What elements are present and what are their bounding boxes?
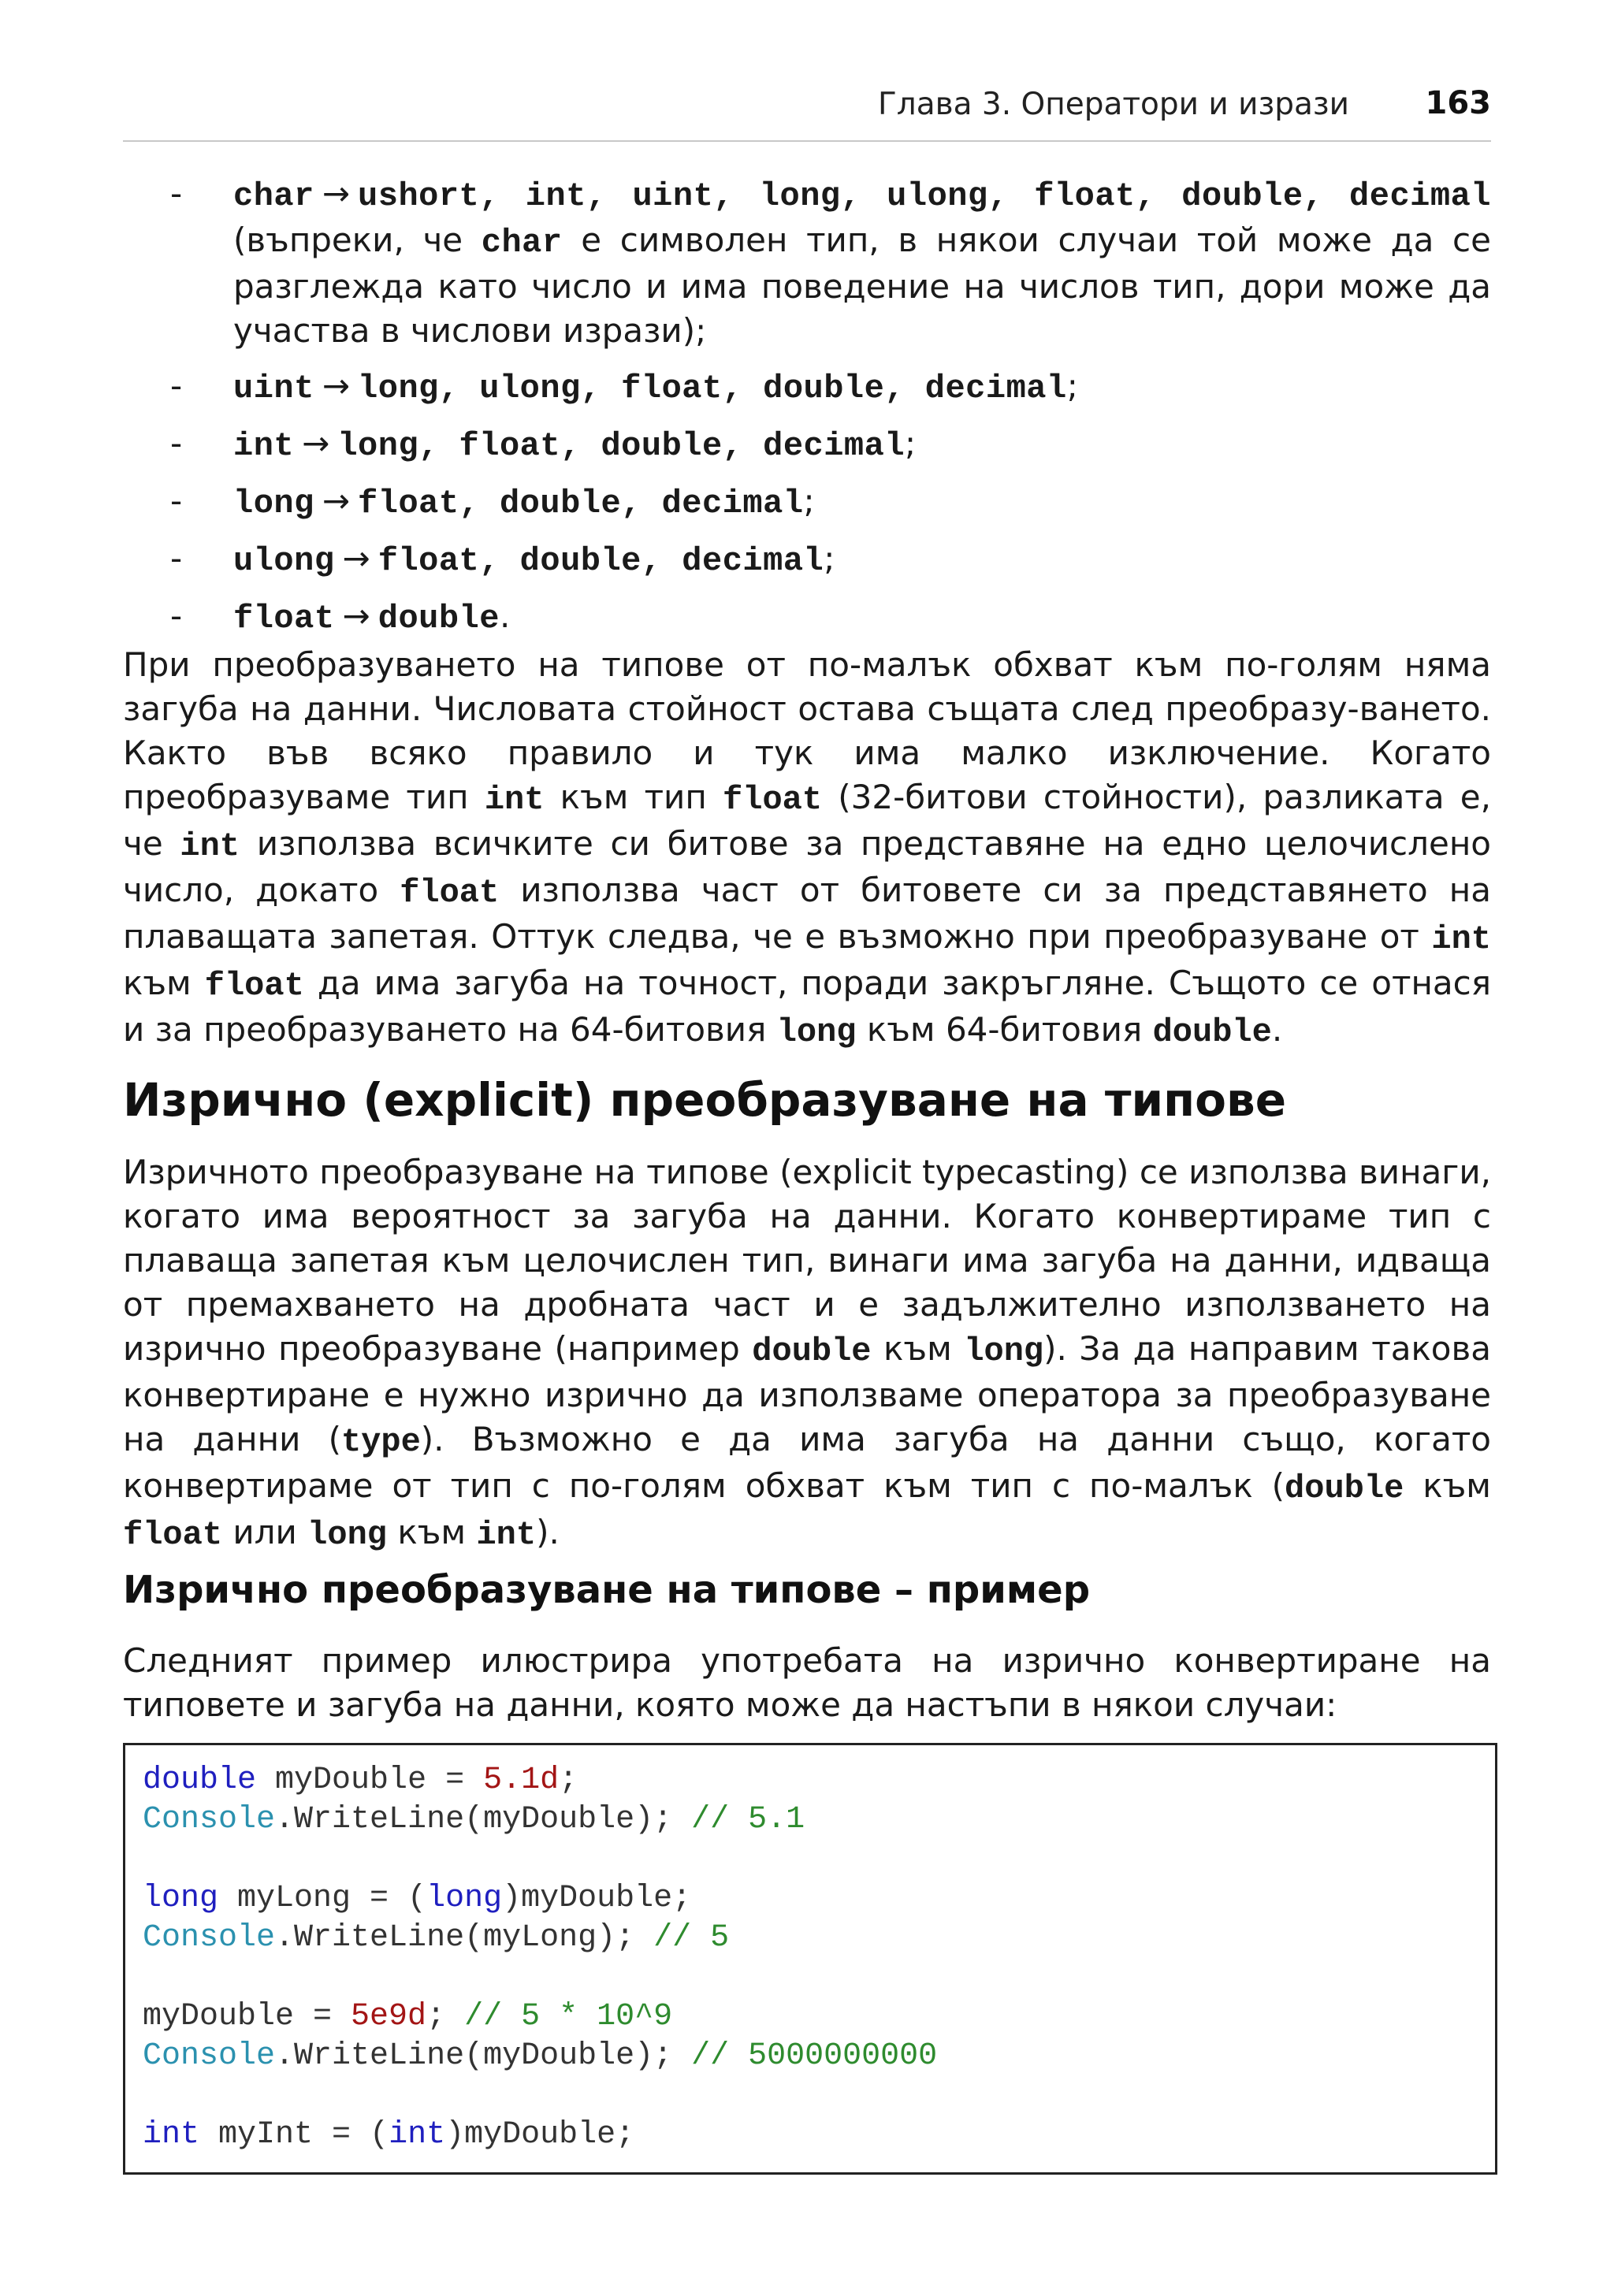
inline-code: float — [204, 967, 304, 1005]
inline-code: double — [752, 1332, 872, 1370]
code-class: Console — [143, 2038, 276, 2074]
text-run: към — [871, 1329, 965, 1368]
inline-code: long — [964, 1332, 1044, 1370]
inline-code: double — [1285, 1469, 1404, 1507]
chapter-title: Глава 3. Оператори и изрази — [878, 87, 1349, 122]
list-dash: - — [170, 539, 183, 578]
text-run: използва част от битовете си за представянето на плаващата запетая. Оттук следва, че е възможно при преобразуване от — [123, 871, 1491, 956]
list-end: ; — [1066, 366, 1078, 405]
code-class: Console — [143, 1802, 276, 1837]
inline-code: int — [180, 827, 240, 865]
code-text: ; — [426, 1999, 465, 2034]
text-run: към — [387, 1513, 477, 1551]
list-item — [123, 594, 1491, 641]
paragraph-explicit — [123, 1150, 1491, 1557]
code-comment: // 5000000000 — [691, 2038, 938, 2074]
text-run: ). За да направим такова конвертиране е нужно изрично да използваме оператора за преобразуване на данни ( — [123, 1329, 1491, 1458]
text-run: към тип — [544, 778, 723, 816]
type-name: float — [233, 600, 335, 637]
list-end: . — [499, 596, 511, 635]
inline-code: float — [123, 1516, 223, 1554]
list-dash: - — [170, 366, 183, 405]
list-dash: - — [170, 596, 183, 635]
text-run: към — [1404, 1466, 1491, 1505]
text-run: или — [222, 1513, 308, 1551]
subsection-heading: Изрично преобразуване на типове – пример — [123, 1568, 1091, 1612]
list-dash: - — [170, 174, 183, 213]
inline-code: long — [307, 1516, 387, 1554]
text-run: към 64-битовия — [856, 1010, 1153, 1049]
text-run: При преобразуването на типове от по-малък обхват към по-голям няма загуба на данни. Числовата стойност остава същата след преобразу-ването. Както във всяко правило и тук има малко изключение. Когато преобразуваме тип — [123, 645, 1491, 816]
text-run: използва всичките си битове за представяне на едно целочислено число, докато — [123, 824, 1491, 909]
target-types: float, double, decimal — [377, 542, 824, 580]
inline-code: int — [1431, 920, 1491, 958]
code-class: Console — [143, 1920, 276, 1956]
list-text: (въпреки, че — [233, 221, 482, 259]
inline-code: int — [476, 1516, 537, 1554]
list-item — [123, 422, 1491, 468]
code-literal: 5.1d — [483, 1763, 560, 1798]
text-run: (32-битови стойности), разликата е, че — [123, 778, 1491, 863]
code-text: myLong = ( — [218, 1881, 427, 1916]
list-item — [123, 537, 1491, 583]
list-item — [123, 172, 1491, 353]
arrow-icon: → — [322, 481, 351, 520]
code-text: .WriteLine(myDouble); — [275, 1802, 692, 1837]
list-end: ; — [824, 539, 835, 578]
inline-code: float — [723, 781, 823, 819]
paragraph-implicit-loss — [123, 643, 1491, 1054]
inline-code: float — [400, 874, 500, 912]
code-text: )myDouble; — [445, 2117, 635, 2153]
code-text: )myDouble; — [502, 1881, 692, 1916]
code-literal: 5e9d — [351, 1999, 427, 2034]
code-text: .WriteLine(myDouble); — [275, 2038, 692, 2074]
code-comment: // 5 * 10^9 — [464, 1999, 673, 2034]
target-types: long, float, double, decimal — [337, 427, 906, 465]
list-end: ; — [905, 424, 917, 463]
list-dash: - — [170, 424, 183, 463]
paragraph-example-intro: Следният пример илюстрира употребата на изрично конвертиране на типовете и загуба на данни, която може да настъпи в някои случаи: — [123, 1641, 1491, 1724]
list-item — [123, 364, 1491, 411]
code-listing — [143, 1761, 937, 2155]
type-name: int — [233, 427, 295, 465]
type-name: uint — [233, 370, 314, 407]
code-comment: // 5 — [653, 1920, 730, 1956]
list-end: ; — [803, 481, 815, 520]
target-types: ushort, int, uint, long, ulong, float, double, decimal — [358, 177, 1491, 215]
list-text: е символен тип, в някои случаи той може да се разглежда като число и има поведение на числов тип, дори може да участва в числови изрази); — [233, 221, 1491, 350]
conversion-list — [123, 172, 1491, 652]
inline-code: long — [776, 1013, 857, 1051]
type-name: long — [233, 485, 314, 522]
code-text: .WriteLine(myLong); — [275, 1920, 654, 1956]
type-name: char — [233, 177, 314, 215]
code-block — [123, 1743, 1497, 2175]
code-keyword: int — [143, 2117, 200, 2153]
text-run: да има загуба на точност, поради закръгляне. Същото се отнася и за преобразуването на 64-битовия — [123, 964, 1491, 1049]
arrow-icon: → — [322, 174, 351, 213]
code-text: myInt = ( — [199, 2117, 389, 2153]
arrow-icon: → — [342, 539, 370, 578]
target-types: double — [377, 600, 500, 637]
code-keyword: long — [143, 1881, 219, 1916]
target-types: float, double, decimal — [358, 485, 804, 522]
inline-code: double — [1152, 1013, 1272, 1051]
code-text: myDouble = — [143, 1999, 351, 2034]
text-run: ). — [536, 1513, 560, 1551]
inline-code: type — [340, 1423, 421, 1461]
text-run: Изричното преобразуване на типове (explicit typecasting) се използва винаги, когато има вероятност за загуба на данни. Когато конвертираме тип с плаваща запетая към целочислен тип, винаги има загуба на данни, идваща от премахването на дробната част и е задължително използването на изрично преобразуване (например — [123, 1153, 1491, 1368]
target-types: long, ulong, float, double, decimal — [358, 370, 1067, 407]
code-keyword: long — [426, 1881, 503, 1916]
text-run: ). Възможно е да има загуба на данни също, когато конвертираме от тип с по-голям обхват към тип с по-малък ( — [123, 1420, 1491, 1505]
code-keyword: int — [389, 2117, 446, 2153]
arrow-icon: → — [302, 424, 330, 463]
arrow-icon: → — [342, 596, 370, 635]
text-run: към — [123, 964, 205, 1002]
list-item — [123, 479, 1491, 526]
code-text: ; — [559, 1763, 578, 1798]
section-heading: Изрично (explicit) преобразуване на типове — [123, 1073, 1287, 1127]
arrow-icon: → — [322, 366, 351, 405]
code-keyword: double — [143, 1763, 257, 1798]
page-header — [123, 79, 1491, 142]
list-dash: - — [170, 481, 183, 520]
type-name: ulong — [233, 542, 335, 580]
page-number: 163 — [1425, 85, 1491, 121]
text-run: . — [1271, 1010, 1283, 1049]
inline-code: int — [484, 781, 545, 819]
code-comment: // 5.1 — [691, 1802, 805, 1837]
code-text: myDouble = — [256, 1763, 484, 1798]
inline-code: char — [481, 224, 563, 262]
